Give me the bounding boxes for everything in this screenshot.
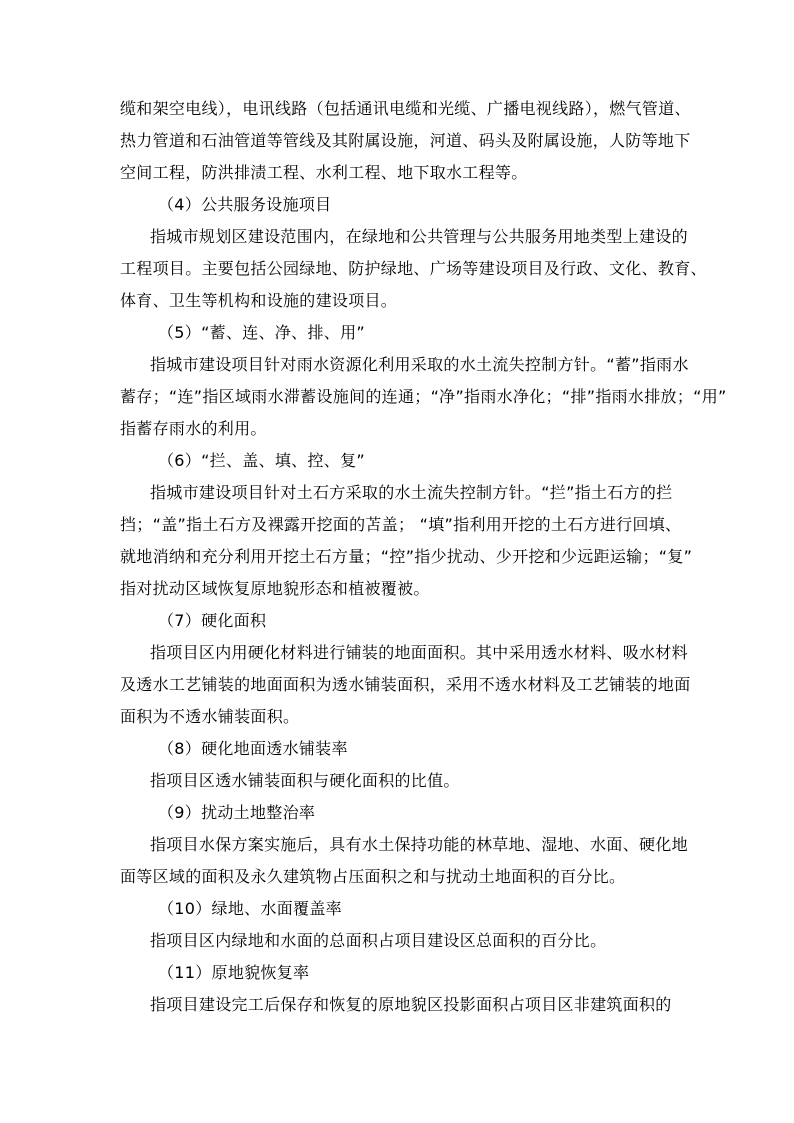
paragraph-line: 空间工程，防洪排渍工程、水利工程、地下取水工程等。 (120, 163, 528, 182)
section-heading: （8）硬化地面透水铺装率 (158, 739, 348, 758)
paragraph-line: 体育、卫生等机构和设施的建设项目。 (120, 291, 398, 310)
paragraph-line: 面等区域的面积及永久建筑物占压面积之和与扰动土地面积的百分比。 (120, 867, 626, 886)
paragraph-line: 就地消纳和充分利用开挖土石方量；“控”指少扰动、少开挖和少远距运输；“复” (120, 547, 693, 566)
section-heading: （10）绿地、水面覆盖率 (158, 899, 342, 918)
paragraph-line: 指对扰动区域恢复原地貌形态和植被覆被。 (120, 579, 430, 598)
paragraph-line: 指城市建设项目针对雨水资源化利用采取的水土流失控制方针。“蓄”指雨水 (150, 355, 689, 374)
paragraph-line: 及透水工艺铺装的地面面积为透水铺装面积，采用不透水材料及工艺铺装的地面 (120, 675, 691, 694)
section-heading: （11）原地貌恢复率 (158, 963, 310, 982)
section-heading: （6）“拦、盖、填、控、复” (158, 451, 365, 470)
paragraph-line: 面积为不透水铺装面积。 (120, 707, 300, 726)
paragraph-line: 指项目水保方案实施后，具有水土保持功能的林草地、湿地、水面、硬化地 (150, 835, 688, 854)
section-heading: （9）扰动土地整治率 (158, 803, 316, 822)
paragraph-line: 指城市规划区建设范围内，在绿地和公共管理与公共服务用地类型上建设的 (150, 227, 688, 246)
paragraph-line: 工程项目。主要包括公园绿地、防护绿地、广场等建设项目及行政、文化、教育、 (120, 259, 707, 278)
paragraph-line: 缆和架空电线），电讯线路（包括通讯电缆和光缆、广播电视线路），燃气管道、 (120, 99, 691, 118)
paragraph-line: 指项目区内用硬化材料进行铺装的地面面积。其中采用透水材料、吸水材料 (150, 643, 688, 662)
paragraph-line: 指项目区内绿地和水面的总面积占项目建设区总面积的百分比。 (150, 931, 607, 950)
section-heading: （7）硬化面积 (158, 611, 267, 630)
paragraph-line: 蓄存；“连”指区域雨水滞蓄设施间的连通；“净”指雨水净化；“排”指雨水排放；“用” (120, 387, 727, 406)
paragraph-line: 指蓄存雨水的利用。 (120, 419, 267, 438)
paragraph-line: 热力管道和石油管道等管线及其附属设施，河道、码头及附属设施，人防等地下 (120, 131, 691, 150)
section-heading: （5）“蓄、连、净、排、用” (158, 323, 365, 342)
paragraph-line: 指城市建设项目针对土石方采取的水土流失控制方针。“拦”指土石方的拦 (150, 483, 673, 502)
section-heading: （4）公共服务设施项目 (158, 195, 332, 214)
paragraph-line: 挡；“盖”指土石方及裸露开挖面的苫盖； “填”指利用开挖的土石方进行回填、 (120, 515, 682, 534)
paragraph-line: 指项目区透水铺装面积与硬化面积的比值。 (150, 771, 460, 790)
paragraph-line: 指项目建设完工后保存和恢复的原地貌区投影面积占项目区非建筑面积的 (150, 995, 672, 1014)
